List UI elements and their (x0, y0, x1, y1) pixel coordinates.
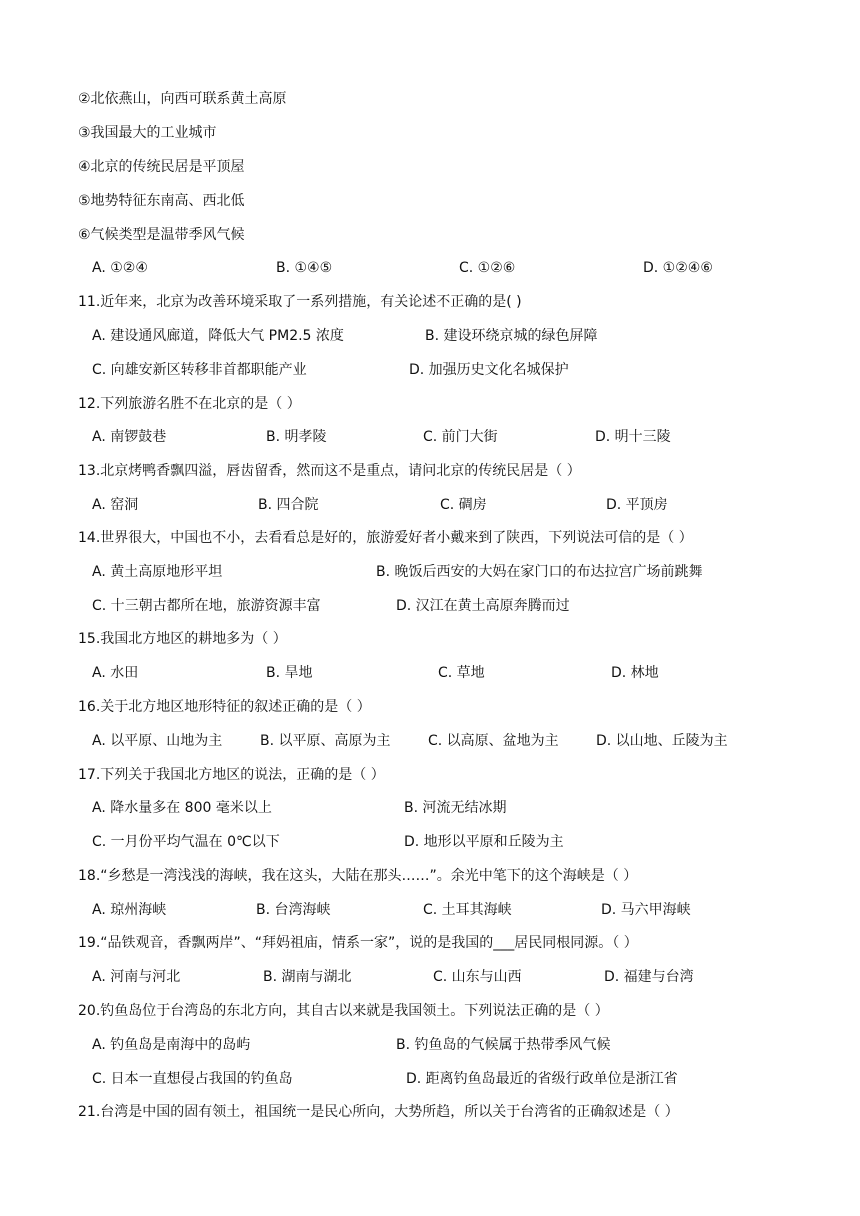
q13-option-c: C. 碉房 (440, 497, 487, 513)
q19-option-d: D. 福建与台湾 (604, 969, 694, 985)
q18-option-a: A. 琼州海峡 (92, 902, 167, 918)
question-14-stem: 14.世界很大，中国也不小，去看看总是好的，旅游爱好者小戴来到了陕西，下列说法可信的是（ ） (78, 530, 693, 546)
q18-option-b: B. 台湾海峡 (256, 902, 331, 918)
q18-option-d: D. 马六甲海峡 (601, 902, 691, 918)
statement-5: ⑤地势特征东南高、西北低 (78, 193, 245, 209)
question-19-stem: 19.“品铁观音，香飘两岸”、“拜妈祖庙，情系一家”，说的是我国的___居民同根同源。（ ） (78, 935, 638, 951)
q11-option-a: A. 建设通风廊道，降低大气 PM2.5 浓度 (92, 328, 344, 344)
q10-option-c: C. ①②⑥ (459, 260, 516, 276)
q17-option-a: A. 降水量多在 800 毫米以上 (92, 800, 272, 816)
q16-option-d: D. 以山地、丘陵为主 (596, 733, 728, 749)
q15-option-c: C. 草地 (438, 665, 485, 681)
q20-option-b: B. 钓鱼岛的气候属于热带季风气候 (396, 1037, 611, 1053)
q19-option-c: C. 山东与山西 (433, 969, 522, 985)
statement-6: ⑥气候类型是温带季风气候 (78, 227, 245, 243)
question-18-stem: 18.“乡愁是一湾浅浅的海峡，我在这头，大陆在那头……”。余光中笔下的这个海峡是（ ） (78, 868, 638, 884)
q17-option-d: D. 地形以平原和丘陵为主 (404, 834, 564, 850)
q18-option-c: C. 土耳其海峡 (423, 902, 512, 918)
question-21-stem: 21.台湾是中国的固有领土，祖国统一是民心所向，大势所趋，所以关于台湾省的正确叙述是（ ） (78, 1104, 679, 1120)
question-16-stem: 16.关于北方地区地形特征的叙述正确的是（ ） (78, 699, 371, 715)
q15-option-b: B. 旱地 (266, 665, 313, 681)
q15-option-d: D. 林地 (611, 665, 659, 681)
q16-option-c: C. 以高原、盆地为主 (428, 733, 559, 749)
question-20-stem: 20.钓鱼岛位于台湾岛的东北方向，其自古以来就是我国领土。下列说法正确的是（ ） (78, 1003, 609, 1019)
question-15-stem: 15.我国北方地区的耕地多为（ ） (78, 631, 287, 647)
q14-option-c: C. 十三朝古都所在地，旅游资源丰富 (92, 598, 321, 614)
q10-option-d: D. ①②④⑥ (643, 260, 713, 276)
q16-option-b: B. 以平原、高原为主 (260, 733, 391, 749)
q10-option-b: B. ①④⑤ (276, 260, 333, 276)
q16-option-a: A. 以平原、山地为主 (92, 733, 223, 749)
q11-option-b: B. 建设环绕京城的绿色屏障 (425, 328, 598, 344)
statement-2: ②北依燕山，向西可联系黄土高原 (78, 91, 287, 107)
question-12-stem: 12.下列旅游名胜不在北京的是（ ） (78, 396, 301, 412)
q19-option-a: A. 河南与河北 (92, 969, 181, 985)
statement-3: ③我国最大的工业城市 (78, 125, 217, 141)
q13-option-a: A. 窑洞 (92, 497, 139, 513)
q20-option-c: C. 日本一直想侵占我国的钓鱼岛 (92, 1071, 293, 1087)
q10-option-a: A. ①②④ (92, 260, 148, 276)
statement-4: ④北京的传统民居是平顶屋 (78, 159, 245, 175)
question-17-stem: 17.下列关于我国北方地区的说法，正确的是（ ） (78, 767, 385, 783)
q14-option-d: D. 汉江在黄土高原奔腾而过 (396, 598, 570, 614)
q14-option-b: B. 晚饭后西安的大妈在家门口的布达拉宫广场前跳舞 (376, 564, 703, 580)
q12-option-a: A. 南锣鼓巷 (92, 429, 167, 445)
q17-option-c: C. 一月份平均气温在 0℃以下 (92, 834, 280, 850)
q19-option-b: B. 湖南与湖北 (263, 969, 352, 985)
q15-option-a: A. 水田 (92, 665, 139, 681)
q20-option-a: A. 钓鱼岛是南海中的岛屿 (92, 1037, 251, 1053)
question-13-stem: 13.北京烤鸭香飘四溢，唇齿留香，然而这不是重点，请问北京的传统民居是（ ） (78, 463, 581, 479)
question-11-stem: 11.近年来，北京为改善环境采取了一系列措施，有关论述不正确的是( ) (78, 294, 522, 310)
q12-option-c: C. 前门大街 (423, 429, 498, 445)
q12-option-d: D. 明十三陵 (595, 429, 671, 445)
q20-option-d: D. 距离钓鱼岛最近的省级行政单位是浙江省 (406, 1071, 678, 1087)
q13-option-b: B. 四合院 (258, 497, 319, 513)
q11-option-d: D. 加强历史文化名城保护 (409, 362, 569, 378)
q11-option-c: C. 向雄安新区转移非首都职能产业 (92, 362, 307, 378)
q12-option-b: B. 明孝陵 (266, 429, 327, 445)
q14-option-a: A. 黄土高原地形平坦 (92, 564, 223, 580)
q13-option-d: D. 平顶房 (606, 497, 668, 513)
q17-option-b: B. 河流无结冰期 (404, 800, 507, 816)
